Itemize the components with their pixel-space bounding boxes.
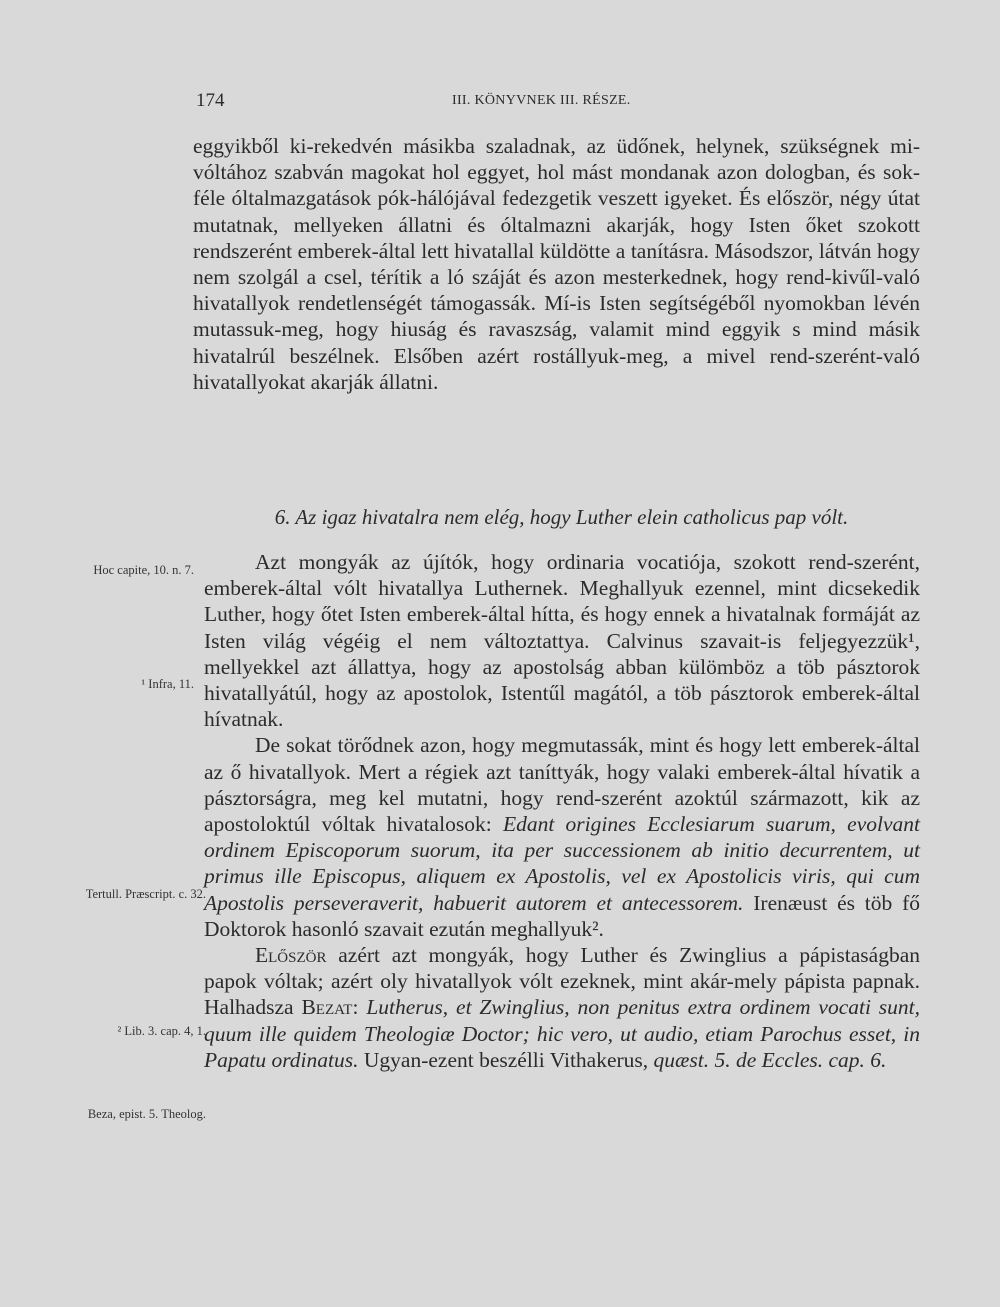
beza-quote: Lutherus, et Zwinglius, non penitus extra ordinem vocati sunt, quum ille quidem Theologiæ Doctor; hic vero, ut audio, etiam Parochus esset, in Papatu ordinatus. (204, 995, 921, 1072)
margin-note-4: ² Lib. 3. cap. 4, 1. (117, 1024, 206, 1038)
lead-word: Először (255, 943, 327, 968)
margin-note-5: Beza, epist. 5. Theolog. (87, 1107, 206, 1121)
paragraph-4-text-2: Ugyan-ezent beszélli Vithakerus, (363, 1047, 649, 1072)
paragraph-1-text: eggyikből ki-rekedvén másikba szaladnak, az üdőnek, helynek, szükségnek mi-vóltához szabván magokat hol eggyet, hol mást mondanak azon dologban, és sok-féle óltalmazgatások pók-hálójával fedezgetik veszett igyeket. És először, négy útat mutatnak, mellyeken állatni és óltalmazni akarják, hogy Isten őket szokott rendszerént emberek-által lett hivatallal küldötte a tanításra. Másodszor, látván hogy nem szolgál a csel, térítik a ló száját és azon mesterkednek, hogy rend-kivűl-való hivatallyok rendetlenségét támogassák. Mí-is Isten segítségéből nyomokban lévén mutassuk-meg, hogy hiuság és ravaszság, valamit mind eggyik s mind másik hivatalrúl beszélnek. Elsőben azért rostállyuk-meg, a mivel rend-szerént-való hivatallyokat akarják állatni. (193, 134, 920, 394)
author-name: Bezat (301, 995, 353, 1020)
paragraph-3-text-after: Irenæust és töb fő Doktorok hasonló szavait ezután meghallyuk². (204, 890, 920, 941)
page-number: 174 (196, 90, 225, 111)
running-title: III. KÖNYVNEK III. RÉSZE. (452, 93, 631, 108)
paragraph-4 (204, 942, 920, 1073)
section-heading: 6. Az igaz hivatalra nem elég, hogy Luther elein catholicus pap vólt. (274, 505, 849, 529)
author-colon: : (352, 995, 359, 1020)
whitaker-citation: quæst. 5. de Eccles. cap. 6. (653, 1047, 887, 1072)
paragraph-3-text-before: De sokat törődnek azon, hogy megmutassák, mint és hogy lett emberek-által az ő hivatallyok. Mert a régiek azt taníttyák, hogy valaki emberek-által hívatik a pásztorságra, meg kel mutatni, hogy rend-szerént azoktúl származott, kik az apostoloktúl vóltak hivatalosok: (204, 733, 920, 837)
margin-note-3: Tertull. Præscript. c. 32. (85, 887, 206, 901)
tertullian-quote: Edant origines Ecclesiarum suarum, evolvant ordinem Episcoporum suorum, ita per successionem ab initio decurrentem, ut primus ille Episcopus, aliquem ex Apostolis, vel ex Apostolicis viris, qui cum Apostolis perseveraverit, habuerit autorem et antecessorem. (204, 812, 920, 915)
paragraph-2: Azt mongyák az újítók, hogy ordinaria vocatiója, szokott rend-szerént, emberek-által vólt hivatallya Luthernek. Meghallyuk ezennel, mint dicsekedik Luther, hogy őtet Isten emberek-által hítta, és hogy ennek a hivatalnak formáját az Isten világ végéig el nem változtattya. Calvinus szavait-is feljegyezzük¹, mellyekkel azt állattya, hogy az apostolság abban külömböz a töb pásztorok hivatallyátúl, hogy az apostolok, Istentűl magától, a töb pásztorok emberek-által hívatnak. (204, 550, 920, 732)
main-text (204, 549, 920, 1073)
paragraph-1 (193, 133, 920, 395)
paragraph-3 (204, 732, 920, 942)
margin-note-1: Hoc capite, 10. n. 7. (93, 563, 194, 577)
margin-note-2: ¹ Infra, 11. (141, 677, 194, 691)
paragraph-4-text-1: azért azt mongyák, hogy Luther és Zwinglius a pápistaságban papok vóltak; azért oly hivatallyok vólt ezeknek, mint akár-mely pápista papnak. Halhadsza (204, 943, 920, 1020)
